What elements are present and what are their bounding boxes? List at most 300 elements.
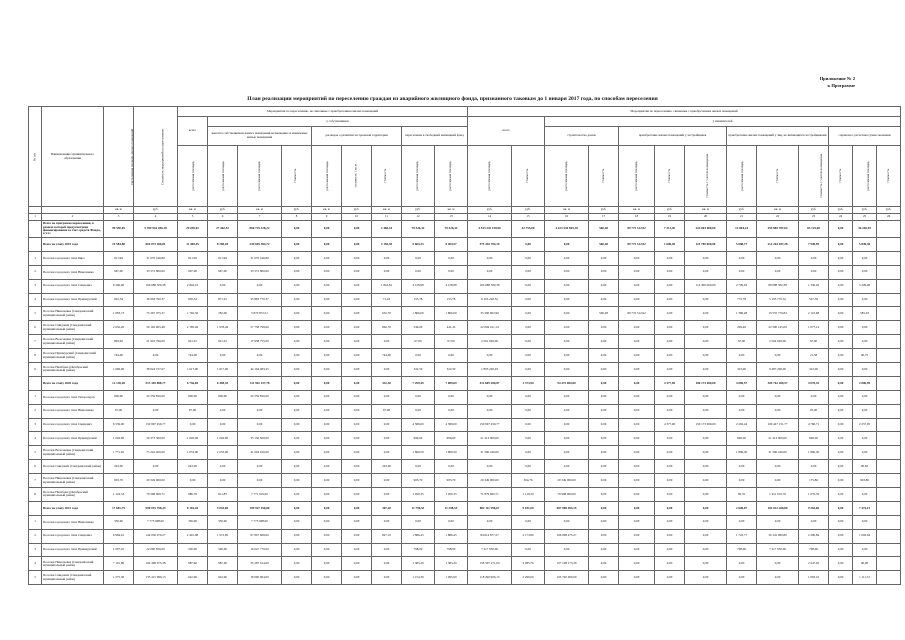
row-value: 0,00 (312, 557, 342, 571)
row-value: 1 111,31 (853, 571, 877, 585)
row-value: 2 292,44 (727, 418, 757, 432)
header-col-area: расселяемая площадь (545, 146, 589, 207)
row-value: 0,00 (512, 238, 545, 252)
row-value: 0,00 (312, 404, 342, 418)
row-value: 70 526,32 (435, 221, 468, 238)
row-value: 560,28 (589, 307, 619, 321)
row-value: 0,00 (589, 557, 619, 571)
row-value: 21 313 000,00 (468, 432, 512, 446)
row-value: 0,00 (685, 321, 727, 335)
column-number: 10 (342, 214, 372, 221)
row-value: 0,00 (655, 404, 685, 418)
row-value: 0,00 (757, 265, 799, 279)
row-value: 5 088,77 (727, 238, 757, 252)
row-value (877, 460, 901, 474)
header-group-left: Мероприятия по переселению, не связанные с приобретением жилых помещений (178, 107, 468, 117)
header-contract: договоры о развитии застроенной территории (312, 127, 402, 146)
row-value: 1 095,00 (435, 571, 468, 585)
row-value: 21 922 796,00 (134, 335, 178, 349)
row-value: 356,90 (104, 515, 134, 529)
row-value: 5 209,06 (853, 279, 877, 293)
unit-cell: руб. (282, 207, 312, 214)
row-value: 0,00 (342, 418, 372, 432)
row-value: 911,99 (208, 251, 238, 265)
row-value: 16 047 770,00 (238, 543, 282, 557)
row-value: 89 772 312,92 (619, 307, 655, 321)
row-value: 2 600,07 (727, 501, 757, 515)
row-value: 0,00 (727, 460, 757, 474)
row-value: 0,00 (545, 307, 589, 321)
unit-cell: кв. м (104, 207, 134, 214)
row-value: 827,19 (372, 529, 402, 543)
row-value: 0,00 (372, 571, 402, 585)
row-value: 0,00 (829, 501, 853, 515)
row-value: 79 298 960,71 (134, 488, 178, 502)
row-value: 22 060 856,00 (134, 543, 178, 557)
row-value: 0,00 (685, 571, 727, 585)
row-value: 0,00 (468, 460, 512, 474)
row-value: 180 173 000,00 (685, 376, 727, 390)
row-value: 2 564 049,00 (757, 335, 799, 349)
row-value: 0,00 (282, 349, 312, 363)
row-value: 2 491,98 (178, 529, 208, 543)
row-value: 0,00 (342, 488, 372, 502)
row-value: 0,00 (512, 460, 545, 474)
row-value: 20 349 000,00 (545, 474, 589, 488)
row-value (877, 376, 901, 390)
row-value: 1 869,50 (402, 446, 435, 460)
row-value (877, 543, 901, 557)
table-row (29, 293, 901, 307)
row-value: 0,00 (208, 418, 238, 432)
row-value: 90,82 (853, 460, 877, 474)
row-value: 18 660 964,00 (238, 571, 282, 585)
row-value: 2 632,20 (104, 321, 134, 335)
plan-table-container[interactable] (28, 106, 892, 640)
row-value: 9 181,00 (512, 501, 545, 515)
row-value: 0,00 (312, 221, 342, 238)
unit-cell: руб. (877, 207, 901, 214)
header-left-total: всего (178, 117, 208, 146)
row-value: 0,00 (655, 446, 685, 460)
header-col-cost: стоимость (372, 146, 402, 207)
row-value: 0,00 (238, 474, 282, 488)
row-value (877, 279, 901, 293)
table-row (29, 307, 901, 321)
unit-cell: руб. (342, 207, 372, 214)
row-value: 0,00 (589, 418, 619, 432)
row-value: 0,00 (799, 390, 829, 404)
row-number: 8 (29, 488, 42, 502)
row-value: 1 886,45 (435, 529, 468, 543)
row-value: 0,00 (589, 363, 619, 377)
row-value: 0,00 (655, 321, 685, 335)
row-value: 1 806,00 (435, 307, 468, 321)
table-total-row (29, 501, 901, 515)
row-value: 0,00 (312, 238, 342, 252)
row-value: 0,00 (435, 515, 468, 529)
header-col-area: расселяемая площадь (402, 146, 435, 207)
row-value: 0,00 (853, 446, 877, 460)
row-value: 0,00 (342, 349, 372, 363)
row-value: 0,00 (342, 432, 372, 446)
row-municipality: Всего по программе переселения, в рамках которой предусмотрено финансирование за счет средств Фонда, в т.ч.: (42, 221, 104, 238)
row-municipality: Поселок Смидович (Смидовичский муниципальный район) (42, 571, 104, 585)
row-value: 0,00 (512, 363, 545, 377)
row-value: 922,34 (104, 293, 134, 307)
table-row (29, 515, 901, 529)
appendix-program: к Программе (827, 83, 855, 88)
row-value: 996,00 (727, 432, 757, 446)
unit-cell: руб. (727, 207, 757, 214)
unit-cell: кв. м (685, 207, 727, 214)
row-value: 0,00 (545, 418, 589, 432)
row-value: 75 267 075,37 (134, 307, 178, 321)
unit-cell: руб. (655, 207, 685, 214)
row-value (877, 251, 901, 265)
row-value: 100 447 151,77 (757, 418, 799, 432)
row-value: 996,00 (799, 432, 829, 446)
row-value: 0,00 (619, 488, 655, 502)
row-value: 224 003 000,00 (685, 221, 727, 238)
row-value: 0,00 (282, 265, 312, 279)
row-value: 1 007,45 (104, 543, 134, 557)
row-number: 5 (29, 307, 42, 321)
row-municipality: Поселок Волочаевка (Смидовичский муниципальный район) (42, 446, 104, 460)
row-value: 0,00 (853, 488, 877, 502)
row-value: 22 559 820,00 (134, 390, 178, 404)
row-value: 0,00 (829, 349, 853, 363)
row-value: 0,00 (342, 543, 372, 557)
row-value: 546,09 (402, 321, 435, 335)
row-value: 35 360 002,99 (468, 307, 512, 321)
row-value: 4 128,98 (435, 279, 468, 293)
row-value: 0,00 (512, 404, 545, 418)
row-value: 1 275,30 (104, 571, 134, 585)
row-value: 411 609 280,87 (468, 376, 512, 390)
row-value: 70 526,32 (402, 221, 435, 238)
row-value: 30 141 080,80 (757, 529, 799, 543)
row-value: 114 300 000,00 (685, 279, 727, 293)
row-value: 0,00 (655, 529, 685, 543)
row-value: 1 386,28 (727, 307, 757, 321)
row-value: 5 399 944 286,18 (134, 221, 178, 238)
header-col-priced: стоимость с учетом возмещения (685, 146, 727, 207)
row-value: 0,00 (312, 432, 342, 446)
row-value: 990 015 798,43 (134, 501, 178, 515)
row-value: 6 736,69 (178, 376, 208, 390)
row-value: 150 997 459,77 (134, 418, 178, 432)
row-value: 0,00 (545, 251, 589, 265)
row-value: 243,00 (104, 460, 134, 474)
row-value: 33 572 800,00 (134, 265, 178, 279)
row-value: 0,00 (435, 265, 468, 279)
row-value: 84 614 877,27 (468, 529, 512, 543)
header-col-price: стоимость 1 кв.м (342, 146, 372, 207)
row-value (877, 501, 901, 515)
row-value: 153,78 (402, 293, 435, 307)
row-number: 9 (29, 363, 42, 377)
row-value: 0,00 (727, 390, 757, 404)
row-value: 20 349 000,00 (134, 474, 178, 488)
row-value: 17 681,75 (104, 501, 134, 515)
row-value: 0,00 (829, 432, 853, 446)
row-value: 0,00 (238, 349, 282, 363)
table-row (29, 529, 901, 543)
row-value: 0,00 (589, 321, 619, 335)
row-value: 0,00 (685, 293, 727, 307)
header-name: Наименование муниципального образования (42, 107, 104, 207)
row-value: 99 550,05 (104, 221, 134, 238)
row-value: 1 119,20 (512, 488, 545, 502)
row-value: 0,00 (435, 404, 468, 418)
row-value: 31 070 196,80 (134, 251, 178, 265)
row-value (877, 335, 901, 349)
row-value: 7 775 998,00 (238, 515, 282, 529)
row-value: 0,00 (655, 515, 685, 529)
row-value: 0,00 (545, 279, 589, 293)
row-value: 0,00 (829, 376, 853, 390)
column-number: 3 (104, 214, 134, 221)
row-value: 1 330,26 (799, 279, 829, 293)
row-value: 2 257,95 (853, 418, 877, 432)
header-col-cost: стоимость (757, 146, 799, 207)
row-value: 89 772 312,92 (619, 238, 655, 252)
header-new-build: строительство домов (545, 127, 619, 146)
row-value: 50 192 965,48 (134, 321, 178, 335)
row-value: 0,00 (655, 474, 685, 488)
row-value: 21 313 000,00 (757, 432, 799, 446)
table-row (29, 446, 901, 460)
column-number: 23 (799, 214, 829, 221)
row-value: 42 755,00 (512, 221, 545, 238)
row-value: 144 056 070,27 (134, 529, 178, 543)
row-value: 0,00 (727, 571, 757, 585)
row-value: 622,96 (178, 571, 208, 585)
row-value: 0,00 (727, 349, 757, 363)
row-value: 1 860,50 (799, 446, 829, 460)
header-total-area: Расселяемая площадь жилых помещений (104, 107, 134, 207)
row-value: 0,00 (208, 279, 238, 293)
row-value: 17 958 755,00 (238, 335, 282, 349)
row-value: 1 053,00 (208, 446, 238, 460)
row-value: 744,00 (104, 349, 134, 363)
row-value: 0,00 (619, 460, 655, 474)
row-value: 0,00 (757, 404, 799, 418)
row-value: 71 879 960,71 (468, 488, 512, 502)
row-value: 0,00 (545, 293, 589, 307)
row-value: 996,00 (435, 432, 468, 446)
row-value: 243,00 (178, 460, 208, 474)
row-value: 0,00 (402, 404, 435, 418)
row-value: 0,00 (829, 293, 853, 307)
row-value: 0,00 (619, 321, 655, 335)
row-value: 0,00 (545, 432, 589, 446)
row-value: 0,00 (312, 251, 342, 265)
row-value: 0,00 (238, 279, 282, 293)
unit-cell: руб. (589, 207, 619, 214)
row-value: 772,78 (727, 293, 757, 307)
row-value: 9 604,33 (402, 238, 435, 252)
row-value: 38 024 727,07 (134, 363, 178, 377)
row-value: 0,00 (282, 390, 312, 404)
row-value: 115 700 000,00 (685, 238, 727, 252)
row-value: 8 298,28 (208, 238, 238, 252)
row-municipality: Всего по этапу 2021 года (42, 501, 104, 515)
row-value: 12 138,28 (104, 376, 134, 390)
table-row (29, 265, 901, 279)
row-value: 0,00 (829, 446, 853, 460)
row-value: 103 740 000,00 (545, 571, 589, 585)
row-value: 8 194,26 (178, 501, 208, 515)
row-value: 0,00 (829, 474, 853, 488)
row-value: 0,00 (545, 390, 589, 404)
row-value: 1 722,77 (727, 529, 757, 543)
row-value: 1 806,00 (402, 307, 435, 321)
row-value: 0,00 (208, 460, 238, 474)
unit-cell: кв. м (545, 207, 589, 214)
row-value: 7 191,86 (104, 557, 134, 571)
row-value: 0,00 (342, 307, 372, 321)
header-total-cost: Стоимость мероприятий по переселению (134, 107, 178, 207)
row-number (29, 501, 42, 515)
row-value: 903,70 (104, 474, 134, 488)
row-value (877, 321, 901, 335)
row-value: 0,00 (282, 238, 312, 252)
row-value: 41 664 160,00 (238, 446, 282, 460)
row-value: 0,00 (685, 529, 727, 543)
row-value: 0,00 (342, 321, 372, 335)
row-value: 0,00 (589, 474, 619, 488)
row-value: 0,00 (829, 279, 853, 293)
column-number: 25 (853, 214, 877, 221)
row-value: 0,00 (342, 446, 372, 460)
header-group-right: Мероприятия по переселению, связанные с приобретением жилых помещений (468, 107, 901, 117)
row-value: 0,00 (512, 279, 545, 293)
row-value: 0,00 (757, 251, 799, 265)
row-value: 744,00 (178, 349, 208, 363)
row-value: 0,00 (829, 543, 853, 557)
row-value (877, 488, 901, 502)
row-municipality: Поселок Нагибово (Октябрьский муниципальный район) (42, 363, 104, 377)
row-municipality: Поселок городского типа Бира (42, 251, 104, 265)
row-value: 0,00 (545, 404, 589, 418)
row-value: 90,00 (853, 557, 877, 571)
row-value: 175,86 (799, 474, 829, 488)
column-number: 7 (238, 214, 282, 221)
row-value: 0,00 (312, 279, 342, 293)
row-value: 0,00 (727, 265, 757, 279)
header-col-cost: стоимость (282, 146, 312, 207)
row-value: 6 165 220,32 (468, 293, 512, 307)
table-row (29, 571, 901, 585)
row-value: 0,00 (342, 515, 372, 529)
row-value: 0,00 (435, 460, 468, 474)
row-value: 0,00 (545, 335, 589, 349)
row-value: 0,00 (545, 321, 589, 335)
row-value: 0,00 (282, 293, 312, 307)
row-value: 0,00 (655, 390, 685, 404)
row-value: 585,03 (853, 307, 877, 321)
row-value: 0,00 (853, 390, 877, 404)
row-value: 0,00 (757, 557, 799, 571)
row-value: 0,00 (685, 515, 727, 529)
row-value: 0,00 (727, 557, 757, 571)
row-value: 0,00 (589, 279, 619, 293)
row-value (877, 515, 901, 529)
unit-cell: кв. м (619, 207, 655, 214)
row-value: 83 125,00 (799, 221, 829, 238)
row-value: 0,00 (342, 251, 372, 265)
table-body (29, 207, 901, 585)
row-value: 0,00 (757, 515, 799, 529)
row-value: 0,00 (372, 557, 402, 571)
row-value: 0,00 (312, 349, 342, 363)
row-value: 2 185,49 (178, 321, 208, 335)
row-value: 0,00 (853, 321, 877, 335)
row-municipality: Поселок Смидович (Смидовичский район) (42, 460, 104, 474)
row-value: 0,00 (545, 515, 589, 529)
row-value: 0,00 (468, 349, 512, 363)
column-number: 26 (877, 214, 901, 221)
row-value: 0,00 (829, 571, 853, 585)
row-value: 1 070,35 (799, 488, 829, 502)
row-municipality: Поселок городского типа Приамурский (42, 293, 104, 307)
row-number: 3 (29, 279, 42, 293)
row-value: 4 377,90 (655, 376, 685, 390)
unit-cell (29, 207, 42, 214)
row-value: 7 417 950,00 (757, 543, 799, 557)
row-value: 1 093,10 (799, 571, 829, 585)
row-value: 0,00 (685, 349, 727, 363)
row-value: 3 150,30 (372, 238, 402, 252)
row-value: 0,00 (757, 571, 799, 585)
row-value: 0,00 (545, 543, 589, 557)
row-value: 1 026,90 (208, 432, 238, 446)
row-value: 911,99 (178, 251, 208, 265)
column-number: 14 (468, 214, 512, 221)
row-value: 2 299,00 (512, 571, 545, 585)
row-value: 0,00 (619, 418, 655, 432)
row-value: 194 398 075,38 (134, 557, 178, 571)
row-value: 0,00 (589, 515, 619, 529)
row-value: 21,58 (799, 349, 829, 363)
row-value: 930,34 (178, 293, 208, 307)
row-number: 3 (29, 543, 42, 557)
row-value: 500,00 (208, 543, 238, 557)
row-value (877, 557, 901, 571)
unit-cell: руб. (829, 207, 853, 214)
table-row (29, 460, 901, 474)
unit-cell: руб. (512, 207, 545, 214)
row-value: 4 377,00 (655, 418, 685, 432)
table-row (29, 543, 901, 557)
row-value: 986,79 (178, 488, 208, 502)
row-value: 11 298,55 (435, 501, 468, 515)
row-value: 0,00 (372, 515, 402, 529)
row-value: 0,00 (655, 543, 685, 557)
row-value: 150 173 000,00 (685, 418, 727, 432)
row-value: 5 870 872,51 (238, 307, 282, 321)
row-value: 356,90 (178, 515, 208, 529)
units-row (29, 207, 901, 214)
row-value: 0,00 (468, 265, 512, 279)
column-number: 22 (757, 214, 799, 221)
row-value: 0,00 (342, 474, 372, 488)
row-value: 0,00 (727, 251, 757, 265)
row-municipality: Поселок Смидович (Смидовичский муниципальный район) (42, 321, 104, 335)
row-value: 0,00 (829, 460, 853, 474)
